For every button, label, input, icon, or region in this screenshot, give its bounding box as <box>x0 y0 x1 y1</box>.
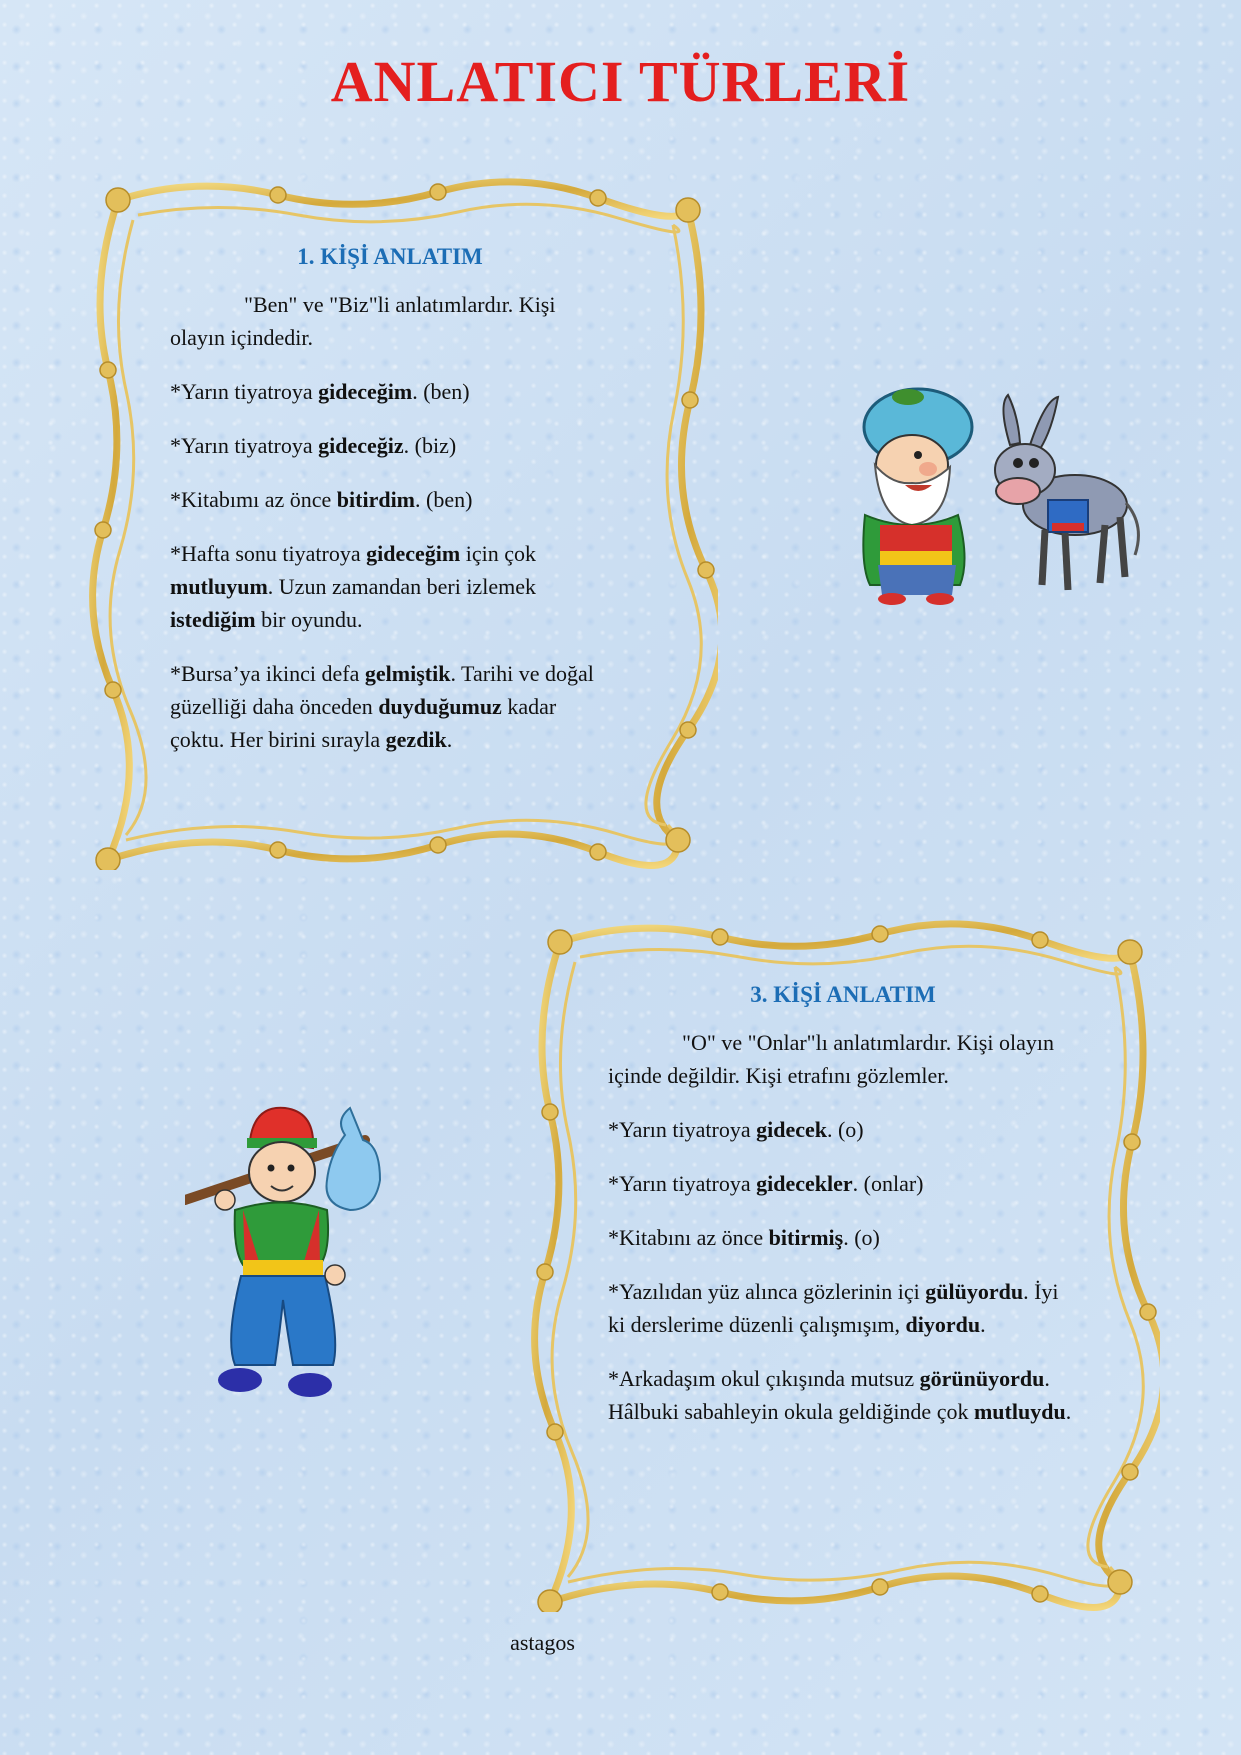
third-person-frame <box>520 912 1160 1612</box>
example-sentence <box>170 657 610 756</box>
example-verb: gidecek <box>756 1117 827 1142</box>
example-verb: görünüyordu <box>919 1366 1045 1391</box>
example-text: . <box>446 727 453 752</box>
example-text: . (ben) <box>412 379 470 404</box>
example-verb: istediğim <box>170 607 256 632</box>
example-text: . Tarihi ve doğal güzelliği daha önceden <box>170 661 594 719</box>
example-text: *Hafta sonu tiyatroya <box>170 541 367 566</box>
example-text: *Arkadaşım okul çıkışında mutsuz <box>608 1366 920 1391</box>
section-heading: 3. KİŞİ ANLATIM <box>750 982 936 1007</box>
example-text: *Kitabını az önce <box>608 1225 769 1250</box>
example-text: . <box>1065 1399 1072 1424</box>
example-text: . (ben) <box>415 487 473 512</box>
example-verb: mutluydu <box>973 1399 1066 1424</box>
example-text: bir oyundu. <box>255 607 363 632</box>
example-text: kadar çoktu. Her birini sırayla <box>170 694 557 752</box>
example-text: *Yarın tiyatroya <box>608 1171 757 1196</box>
example-sentence <box>608 1221 1078 1254</box>
cartoon-illustration <box>185 1100 395 1410</box>
example-sentence <box>608 1167 1078 1200</box>
example-sentence <box>170 537 610 636</box>
example-text: . (o) <box>843 1225 880 1250</box>
section-intro: "O" ve "Onlar"lı anlatımlardır. Kişi olayın içinde değildir. Kişi etrafını gözlemler. <box>608 1030 1054 1088</box>
third-person-content <box>608 980 1078 1449</box>
section-intro: "Ben" ve "Biz"li anlatımlardır. Kişi olayın içindedir. <box>170 292 556 350</box>
example-text: . İyi ki derslerime düzenli çalışmışım, <box>608 1279 1059 1337</box>
example-verb: gülüyordu <box>925 1279 1024 1304</box>
example-verb: gezdik <box>385 727 447 752</box>
example-text: *Yarın tiyatroya <box>170 433 319 458</box>
example-text: . (onlar) <box>852 1171 924 1196</box>
footer-credit: astagos <box>510 1630 575 1655</box>
example-text: *Yazılıdan yüz alınca gözlerinin içi <box>608 1279 926 1304</box>
example-sentence <box>170 429 610 462</box>
example-sentence <box>608 1113 1078 1146</box>
example-list <box>170 375 610 756</box>
example-text: *Kitabımı az önce <box>170 487 337 512</box>
example-text: . (biz) <box>403 433 457 458</box>
example-sentence <box>608 1275 1078 1341</box>
example-text: için çok <box>460 541 536 566</box>
keloglan-illustration <box>185 1100 395 1410</box>
example-verb: bitirdim <box>336 487 416 512</box>
example-verb: gideceğiz <box>318 433 404 458</box>
page-title: ANLATICI TÜRLERİ <box>330 49 911 114</box>
example-verb: mutluyum <box>170 574 268 599</box>
example-verb: duyduğumuz <box>378 694 502 719</box>
example-verb: gideceğim <box>366 541 461 566</box>
example-verb: gidecekler <box>756 1171 853 1196</box>
cartoon-illustration <box>820 385 1155 610</box>
section-heading: 1. KİŞİ ANLATIM <box>297 244 483 269</box>
first-person-content <box>170 242 610 777</box>
example-verb: gideceğim <box>318 379 413 404</box>
example-verb: bitirmiş <box>768 1225 844 1250</box>
example-sentence <box>170 483 610 516</box>
example-list <box>608 1113 1078 1428</box>
example-sentence <box>170 375 610 408</box>
example-text: . Uzun zamandan beri izlemek <box>267 574 536 599</box>
example-verb: gelmiştik <box>364 661 451 686</box>
example-text: . Hâlbuki sabahleyin okula geldiğinde çok <box>608 1366 1050 1424</box>
example-text: . <box>980 1312 986 1337</box>
example-sentence <box>608 1362 1078 1428</box>
example-text: *Yarın tiyatroya <box>608 1117 757 1142</box>
nasreddin-hoca-and-donkey-illustration <box>820 385 1155 610</box>
example-text: . (o) <box>826 1117 864 1142</box>
example-verb: diyordu <box>905 1312 981 1337</box>
example-text: *Bursa’ya ikinci defa <box>170 661 365 686</box>
example-text: *Yarın tiyatroya <box>170 379 319 404</box>
first-person-frame <box>78 170 718 870</box>
